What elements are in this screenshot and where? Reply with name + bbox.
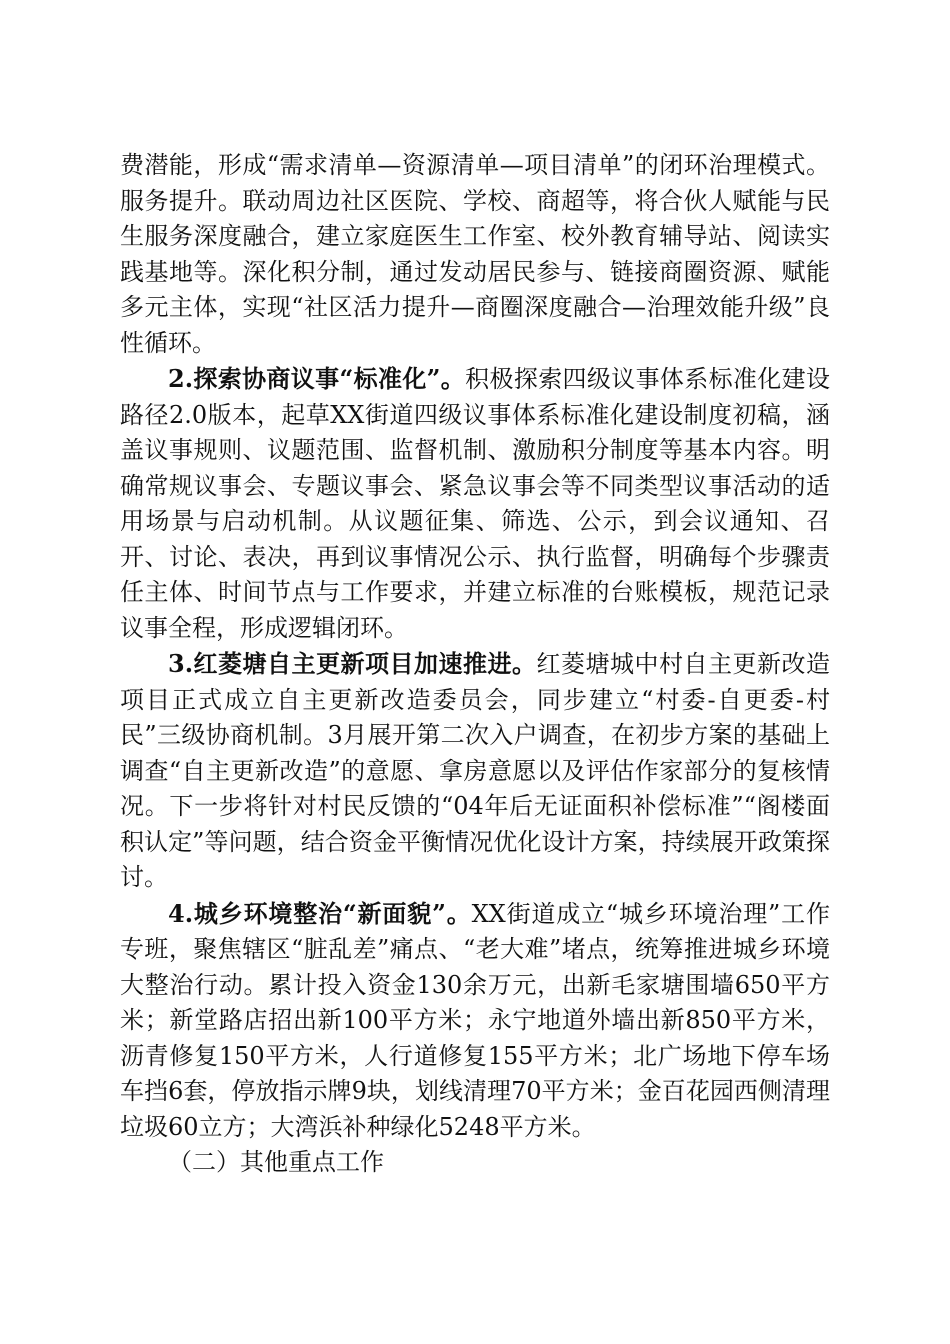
paragraph-text: 积极探索四级议事体系标准化建设路径2.0版本，起草XX街道四级议事体系标准化建设制度初稿，涵盖议事规则、议题范围、监督机制、激励积分制度等基本内容。明确常规议事会、专题议事会、紧急议事会等不同类型议事活动的适用场景与启动机制。从议题征集、筛选、公示，到会议通知、召开、讨论、表决，再到议事情况公示、执行监督，明确每个步骤责任主体、时间节点与工作要求，并建立标准的台账模板，规范记录议事全程，形成逻辑闭环。 xyxy=(120,365,830,642)
document-body xyxy=(120,148,830,1181)
paragraph-community-service xyxy=(120,148,830,361)
paragraph-heading: 2.探索协商议事“标准化”。 xyxy=(168,364,466,393)
paragraph-text: 红菱塘城中村自主更新改造项目正式成立自主更新改造委员会，同步建立“村委-自更委-村民”三级协商机制。3月展开第二次入户调查，在初步方案的基础上调查“自主更新改造”的意愿、拿房意愿以及评估作家部分的复核情况。下一步将针对村民反馈的“04年后无证面积补偿标准”“阁楼面积认定”等问题，结合资金平衡情况优化设计方案，持续展开政策探讨。 xyxy=(120,650,831,891)
paragraph-text: XX街道成立“城乡环境治理”工作专班，聚焦辖区“脏乱差”痛点、“老大难”堵点，统筹推进城乡环境大整治行动。累计投入资金130余万元，出新毛家塘围墙650平方米；新堂路店招出新100平方米；永宁地道外墙出新850平方米，沥青修复150平方米，人行道修复155平方米；北广场地下停车场车挡6套，停放指示牌9块，划线清理70平方米；金百花园西侧清理垃圾60立方；大湾浜补种绿化5248平方米。 xyxy=(120,899,830,1141)
paragraph-environment-improvement xyxy=(120,896,830,1146)
paragraph-heading: 4.城乡环境整治“新面貌”。 xyxy=(168,898,472,928)
section-heading-other-work: （二）其他重点工作 xyxy=(168,1148,384,1176)
paragraph-honglingtang-renewal xyxy=(120,646,830,896)
paragraph-text: 费潜能，形成“需求清单—资源清单—项目清单”的闭环治理模式。服务提升。联动周边社区医院、学校、商超等，将合伙人赋能与民生服务深度融合，建立家庭医生工作室、校外教育辅导站、阅读实践基地等。深化积分制，通过发动居民参与、链接商圈资源、赋能多元主体，实现“社区活力提升—商圈深度融合—治理效能升级”良性循环。 xyxy=(120,151,830,357)
paragraph-consultation-standardization xyxy=(120,361,830,646)
paragraph-heading: 3.红菱塘自主更新项目加速推进。 xyxy=(168,649,537,678)
